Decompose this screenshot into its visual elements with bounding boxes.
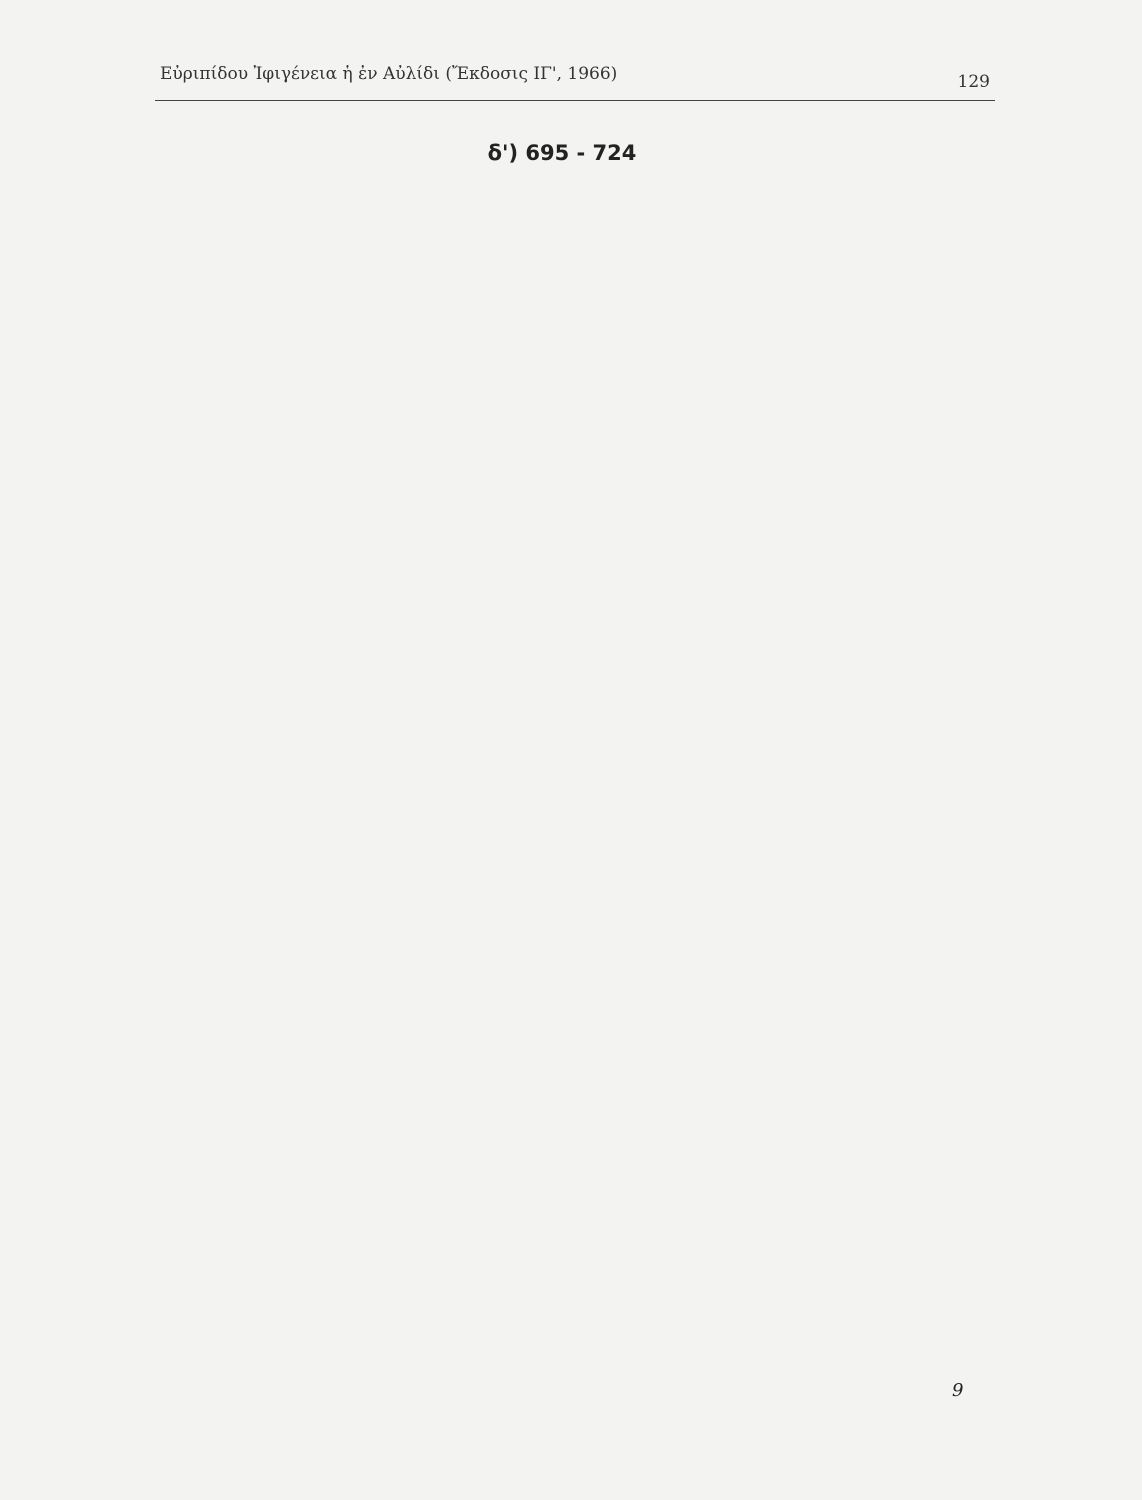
header-rule bbox=[155, 100, 995, 101]
signature-mark: 9 bbox=[952, 1380, 964, 1401]
running-head-title: Εὐριπίδου Ἰφιγένεια ἡ ἐν Αὐλίδι (Ἔκδοσις ΙΓ', 1966) bbox=[160, 64, 618, 84]
page-body bbox=[132, 120, 992, 199]
section-heading: δ') 695 - 724 bbox=[487, 141, 637, 165]
running-head bbox=[160, 64, 990, 92]
page-number: 129 bbox=[957, 72, 990, 92]
